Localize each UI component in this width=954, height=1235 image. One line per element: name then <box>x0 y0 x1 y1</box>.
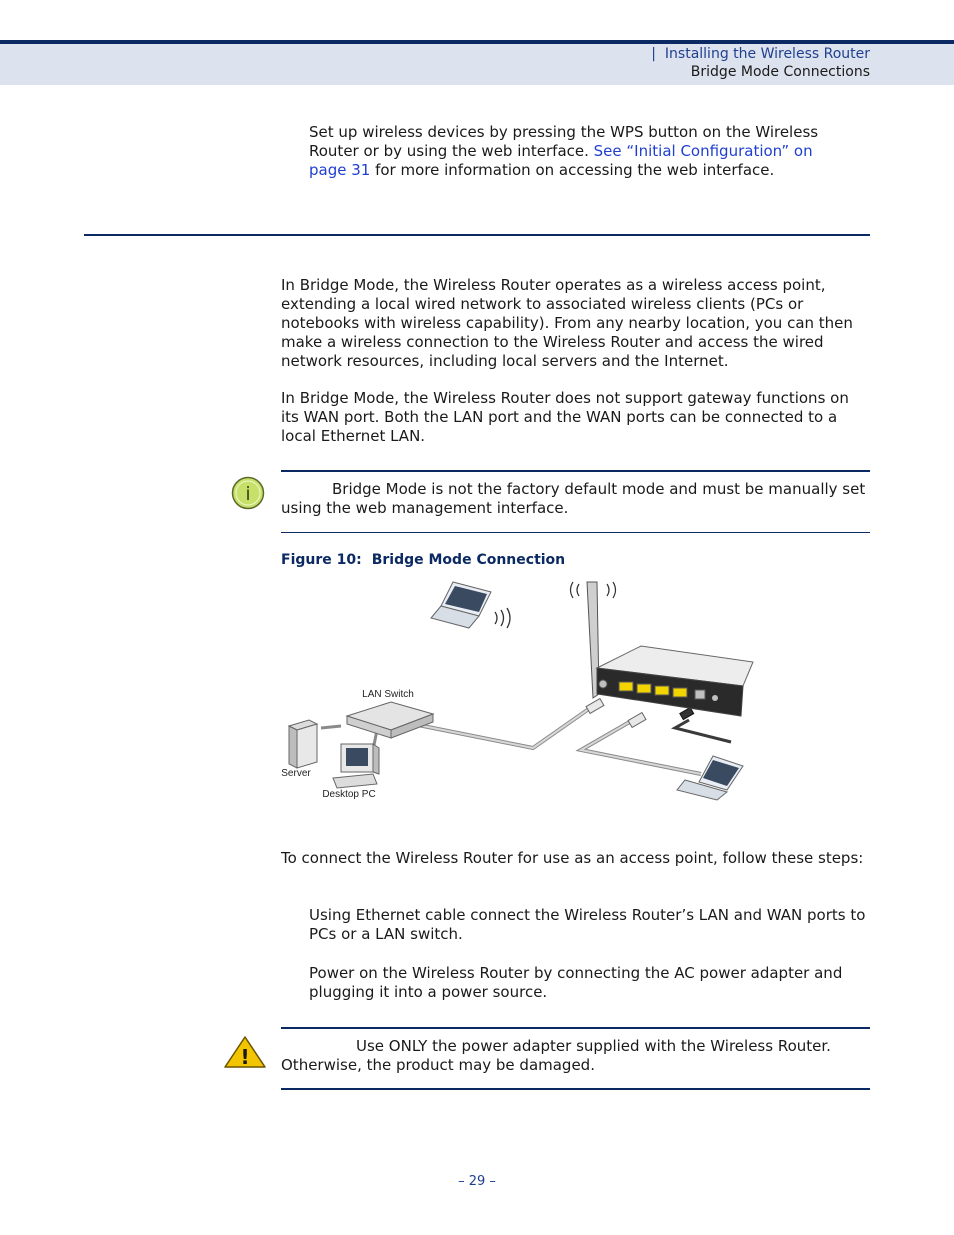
step-1: Using Ethernet cable connect the Wireless Router’s LAN and WAN ports to PCs or a LAN switch. <box>309 906 866 943</box>
info-icon <box>231 476 265 510</box>
note-text: Bridge Mode is not the factory default mode and must be manually set using the web management interface. <box>281 480 866 517</box>
header-section: Bridge Mode Connections <box>690 64 870 80</box>
desktop-pc <box>322 744 379 800</box>
desktop-pc-label: Desktop PC <box>322 789 376 800</box>
bridge-mode-diagram <box>281 578 761 806</box>
lan-switch-label: LAN Switch <box>362 689 414 700</box>
bridge-mode-paragraph-1: In Bridge Mode, the Wireless Router operates as a wireless access point, extending a local wired network to associated wireless clients (PCs or notebooks with wireless capability). From any nearby location, you can then make a wireless connection to the Wireless Router and access the wired network resources, including local servers and the Internet. <box>281 276 853 370</box>
warning-icon <box>223 1035 267 1069</box>
header-chapter-title: Installing the Wireless Router <box>664 46 870 62</box>
intro-text-after: for more information on accessing the web interface. <box>370 161 775 179</box>
server <box>281 720 317 779</box>
figure-caption <box>281 551 565 570</box>
warning-icon-glyph: ! <box>240 1045 250 1069</box>
section-rule <box>84 234 870 236</box>
intro-paragraph <box>309 123 854 180</box>
wireless-laptop-top <box>431 582 510 628</box>
caution-rule-bottom <box>281 1088 870 1090</box>
server-label: Server <box>281 768 311 779</box>
initial-configuration-link[interactable]: See “Initial Configuration” on page 31 <box>309 142 813 179</box>
header-chapter <box>651 45 870 63</box>
wireless-router <box>571 582 754 716</box>
header-separator: | <box>651 46 656 62</box>
caution-rule-top <box>281 1027 870 1029</box>
note-rule-bottom <box>281 532 870 533</box>
bridge-mode-paragraph-2: In Bridge Mode, the Wireless Router does not support gateway functions on its WAN port. Both the LAN port and the WAN ports can be connected to a local Ethernet LAN. <box>281 389 849 445</box>
caution-text: Use ONLY the power adapter supplied with the Wireless Router. Otherwise, the product may be damaged. <box>281 1037 831 1074</box>
info-icon-glyph: i <box>245 483 251 505</box>
note-rule-top <box>281 470 870 472</box>
steps-intro: To connect the Wireless Router for use as an access point, follow these steps: <box>281 849 864 867</box>
wired-laptop-bottom <box>677 756 743 800</box>
figure-label: Figure 10: <box>281 552 362 568</box>
page-number: – 29 – <box>458 1174 496 1189</box>
lan-switch <box>347 689 433 738</box>
intro-text-before: Set up wireless devices by pressing the WPS button on the Wireless Router or by using the web interface. <box>309 123 819 160</box>
figure-title: Bridge Mode Connection <box>371 552 566 568</box>
step-2: Power on the Wireless Router by connecting the AC power adapter and plugging it into a power source. <box>309 964 843 1001</box>
